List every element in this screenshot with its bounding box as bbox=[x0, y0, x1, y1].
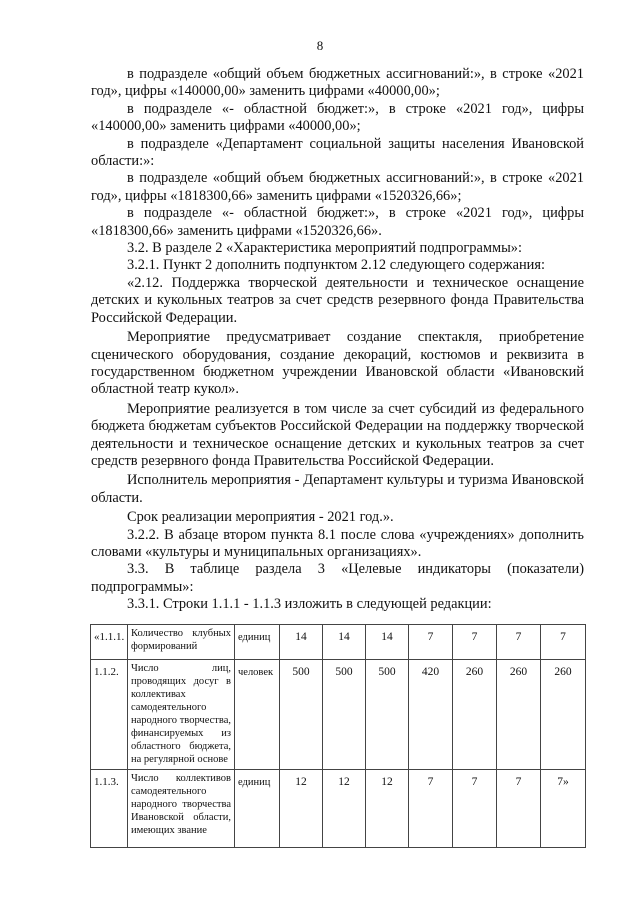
row-value: 420 bbox=[409, 660, 453, 770]
row-value: 500 bbox=[366, 660, 409, 770]
row-value: 260 bbox=[497, 660, 541, 770]
paragraph: Исполнитель мероприятия - Департамент культуры и туризма Ивановской области. bbox=[91, 472, 584, 506]
row-value: 7 bbox=[497, 625, 541, 660]
paragraph: Мероприятие реализуется в том числе за счет субсидий из федерального бюджета бюджетам субъектов Российской Федерации на поддержку творческой деятельности и техническое оснащение детских и кукольных театров за счет средств резервного фонда Правительства Российской Федерации. bbox=[91, 400, 584, 469]
row-value: 7» bbox=[541, 770, 586, 848]
row-value: 7 bbox=[409, 625, 453, 660]
row-value: 500 bbox=[323, 660, 366, 770]
row-unit: единиц bbox=[235, 625, 280, 660]
row-unit: человек bbox=[235, 660, 280, 770]
document-body bbox=[91, 66, 584, 614]
row-value: 260 bbox=[453, 660, 497, 770]
row-value: 12 bbox=[280, 770, 323, 848]
row-code: 1.1.2. bbox=[91, 660, 128, 770]
row-code: 1.1.3. bbox=[91, 770, 128, 848]
table-row bbox=[91, 660, 586, 770]
paragraph: 3.2.1. Пункт 2 дополнить подпунктом 2.12 следующего содержания: bbox=[127, 257, 545, 274]
table-row bbox=[91, 625, 586, 660]
row-value: 7 bbox=[409, 770, 453, 848]
row-value: 14 bbox=[366, 625, 409, 660]
row-code: «1.1.1. bbox=[91, 625, 128, 660]
row-value: 260 bbox=[541, 660, 586, 770]
paragraph: 3.2.2. В абзаце втором пункта 8.1 после слова «учреждениях» дополнить словами «культуры и муниципальных организациях». bbox=[91, 526, 584, 560]
indicators-table bbox=[90, 624, 586, 848]
row-unit: единиц bbox=[235, 770, 280, 848]
paragraph: 3.2. В разделе 2 «Характеристика мероприятий подпрограммы»: bbox=[127, 240, 522, 257]
row-value: 7 bbox=[497, 770, 541, 848]
row-value: 14 bbox=[323, 625, 366, 660]
row-value: 12 bbox=[366, 770, 409, 848]
paragraph: «2.12. Поддержка творческой деятельности и техническое оснащение детских и кукольных театров за счет средств резервного фонда Правительства Российской Федерации. bbox=[91, 274, 584, 326]
paragraph: в подразделе «Департамент социальной защиты населения Ивановской области:»: bbox=[91, 135, 584, 170]
paragraph: Срок реализации мероприятия - 2021 год.». bbox=[127, 509, 394, 526]
row-name: Число лиц, проводящих досуг в коллективах самодеятельного народного творчества, финансируемых из областного бюджета, на регулярной основе bbox=[128, 660, 235, 770]
page-number: 8 bbox=[316, 38, 324, 53]
paragraph: 3.3.1. Строки 1.1.1 - 1.1.3 изложить в следующей редакции: bbox=[127, 596, 492, 613]
row-name: Количество клубных формирований bbox=[128, 625, 235, 660]
row-value: 14 bbox=[280, 625, 323, 660]
row-value: 7 bbox=[453, 625, 497, 660]
paragraph: в подразделе «- областной бюджет:», в строке «2021 год», цифры «1818300,66» заменить цифрами «1520326,66». bbox=[91, 205, 584, 239]
row-name: Число коллективов самодеятельного народного творчества Ивановской области, имеющих звание bbox=[128, 770, 235, 848]
row-value: 12 bbox=[323, 770, 366, 848]
row-value: 7 bbox=[453, 770, 497, 848]
paragraph: Мероприятие предусматривает создание спектакля, приобретение сценического оборудования, создание декораций, костюмов и реквизита в государственном бюджетном учреждении Ивановской области «Ивановский областной театр кукол». bbox=[91, 329, 584, 398]
paragraph: в подразделе «- областной бюджет:», в строке «2021 год», цифры «140000,00» заменить цифрами «40000,00»; bbox=[91, 100, 584, 135]
row-value: 500 bbox=[280, 660, 323, 770]
paragraph: в подразделе «общий объем бюджетных ассигнований:», в строке «2021 год», цифры «1818300,66» заменить цифрами «1520326,66»; bbox=[91, 170, 584, 204]
row-value: 7 bbox=[541, 625, 586, 660]
paragraph: в подразделе «общий объем бюджетных ассигнований:», в строке «2021 год», цифры «140000,00» заменить цифрами «40000,00»; bbox=[91, 66, 584, 100]
table-row bbox=[91, 770, 586, 848]
paragraph: 3.3. В таблице раздела 3 «Целевые индикаторы (показатели) подпрограммы»: bbox=[91, 561, 584, 595]
